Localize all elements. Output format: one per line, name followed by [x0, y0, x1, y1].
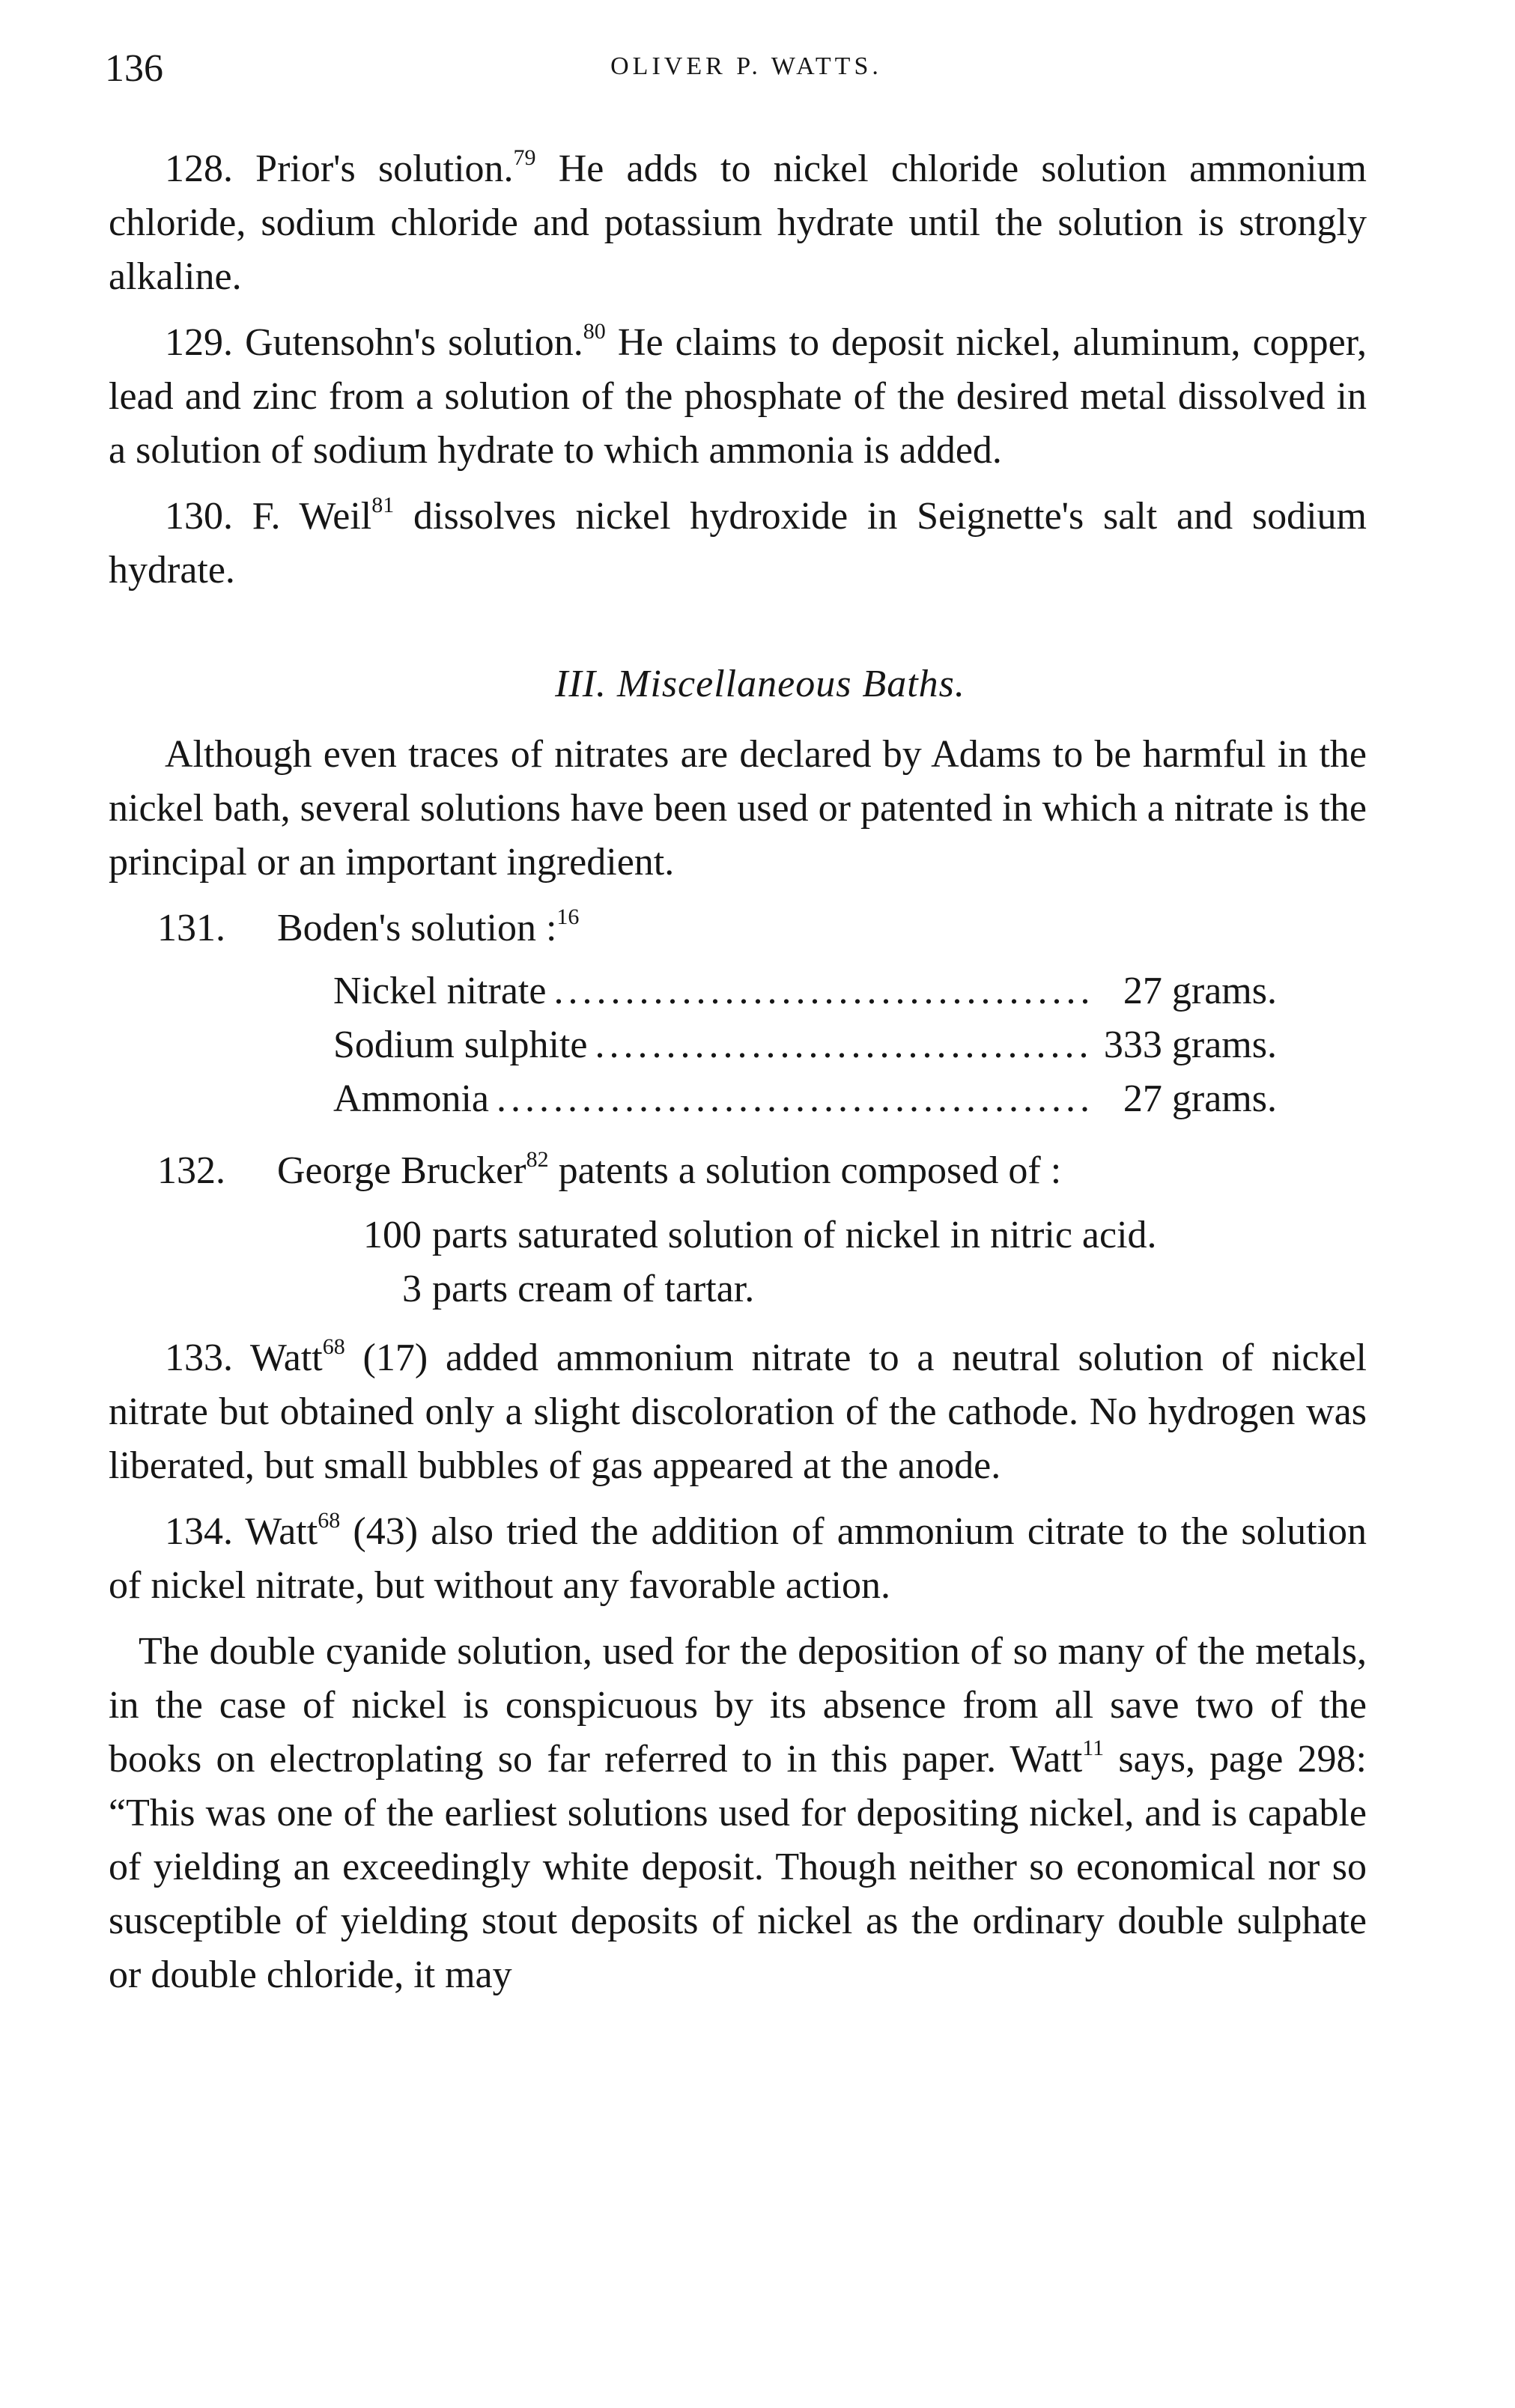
running-head: OLIVER P. WATTS.: [610, 52, 882, 80]
footnote-ref: 68: [322, 1334, 345, 1359]
composition-line: 100 parts saturated solution of nickel in nitric acid.: [363, 1214, 1157, 1256]
brucker-composition: [333, 1208, 1367, 1316]
footnote-ref: 16: [556, 904, 580, 929]
footnote-ref: 80: [583, 319, 606, 344]
recipe-row: Sodium sulphite ..... 333 grams.: [333, 1018, 1277, 1072]
paragraph-131: 131. Boden's solution :$^{16}$: [157, 904, 580, 949]
footnote-ref: 79: [513, 145, 536, 170]
footnote-ref: 82: [526, 1147, 549, 1172]
footnote-ref: 68: [318, 1508, 341, 1533]
boden-recipe-table: [333, 964, 1277, 1126]
paragraph-129: 129. Gutensohn's solution.$^{80}$ He claims to deposit nickel, aluminum, copper, lead and zinc from a solution of the phosphate of the desired metal dissolved in a solution of sodium hydrate to which ammonia is added.: [109, 319, 1367, 472]
paragraph-132: 132. George Brucker$^{82}$ patents a solution composed of :: [157, 1147, 1062, 1192]
paragraph-double-cyanide: The double cyanide solution, used for the deposition of so many of the metals, in the case of nickel is conspicuous by its absence from all save two of the books on electroplating so far referred to in this paper. Watt$^{11}$ says, page 298: “This was one of the earliest solutions used for depositing nickel, and is capable of yielding an exceedingly white deposit. Though neither so economical nor so susceptible of yielding stout deposits of nickel as the ordinary double sulphate or double chloride, it may: [109, 1630, 1367, 1996]
recipe-row: Ammonia ..... 27 grams.: [333, 1072, 1277, 1126]
page-number: 136: [105, 47, 163, 90]
paragraph-intro: Although even traces of nitrates are declared by Adams to be harmful in the nickel bath, several solutions have been used or patented in which a nitrate is the principal or an important ingredient.: [109, 733, 1367, 884]
section-heading: III. Miscellaneous Baths.: [555, 663, 965, 705]
page-header: [105, 46, 1365, 99]
recipe-row: Nickel nitrate ..... 27 grams.: [333, 964, 1277, 1018]
paragraph-128: 128. Prior's solution.$^{79}$ He adds to nickel chloride solution ammonium chloride, sodium chloride and potassium hydrate until the solution is strongly alkaline.: [109, 145, 1367, 298]
body-text: [109, 142, 1367, 2014]
composition-line: 3 parts cream of tartar.: [402, 1268, 755, 1310]
paragraph-134: 134. Watt$^{68}$ (43) also tried the addition of ammonium citrate to the solution of nickel nitrate, but without any favorable action.: [109, 1508, 1367, 1607]
footnote-ref: 81: [371, 493, 395, 517]
footnote-ref: 11: [1082, 1736, 1105, 1760]
paragraph-133: 133. Watt$^{68}$ (17) added ammonium nitrate to a neutral solution of nickel nitrate but obtained only a slight discoloration of the cathode. No hydrogen was liberated, but small bubbles of gas appeared at the anode.: [109, 1334, 1367, 1487]
paragraph-130: 130. F. Weil$^{81}$ dissolves nickel hydroxide in Seignette's salt and sodium hydrate.: [109, 493, 1367, 592]
